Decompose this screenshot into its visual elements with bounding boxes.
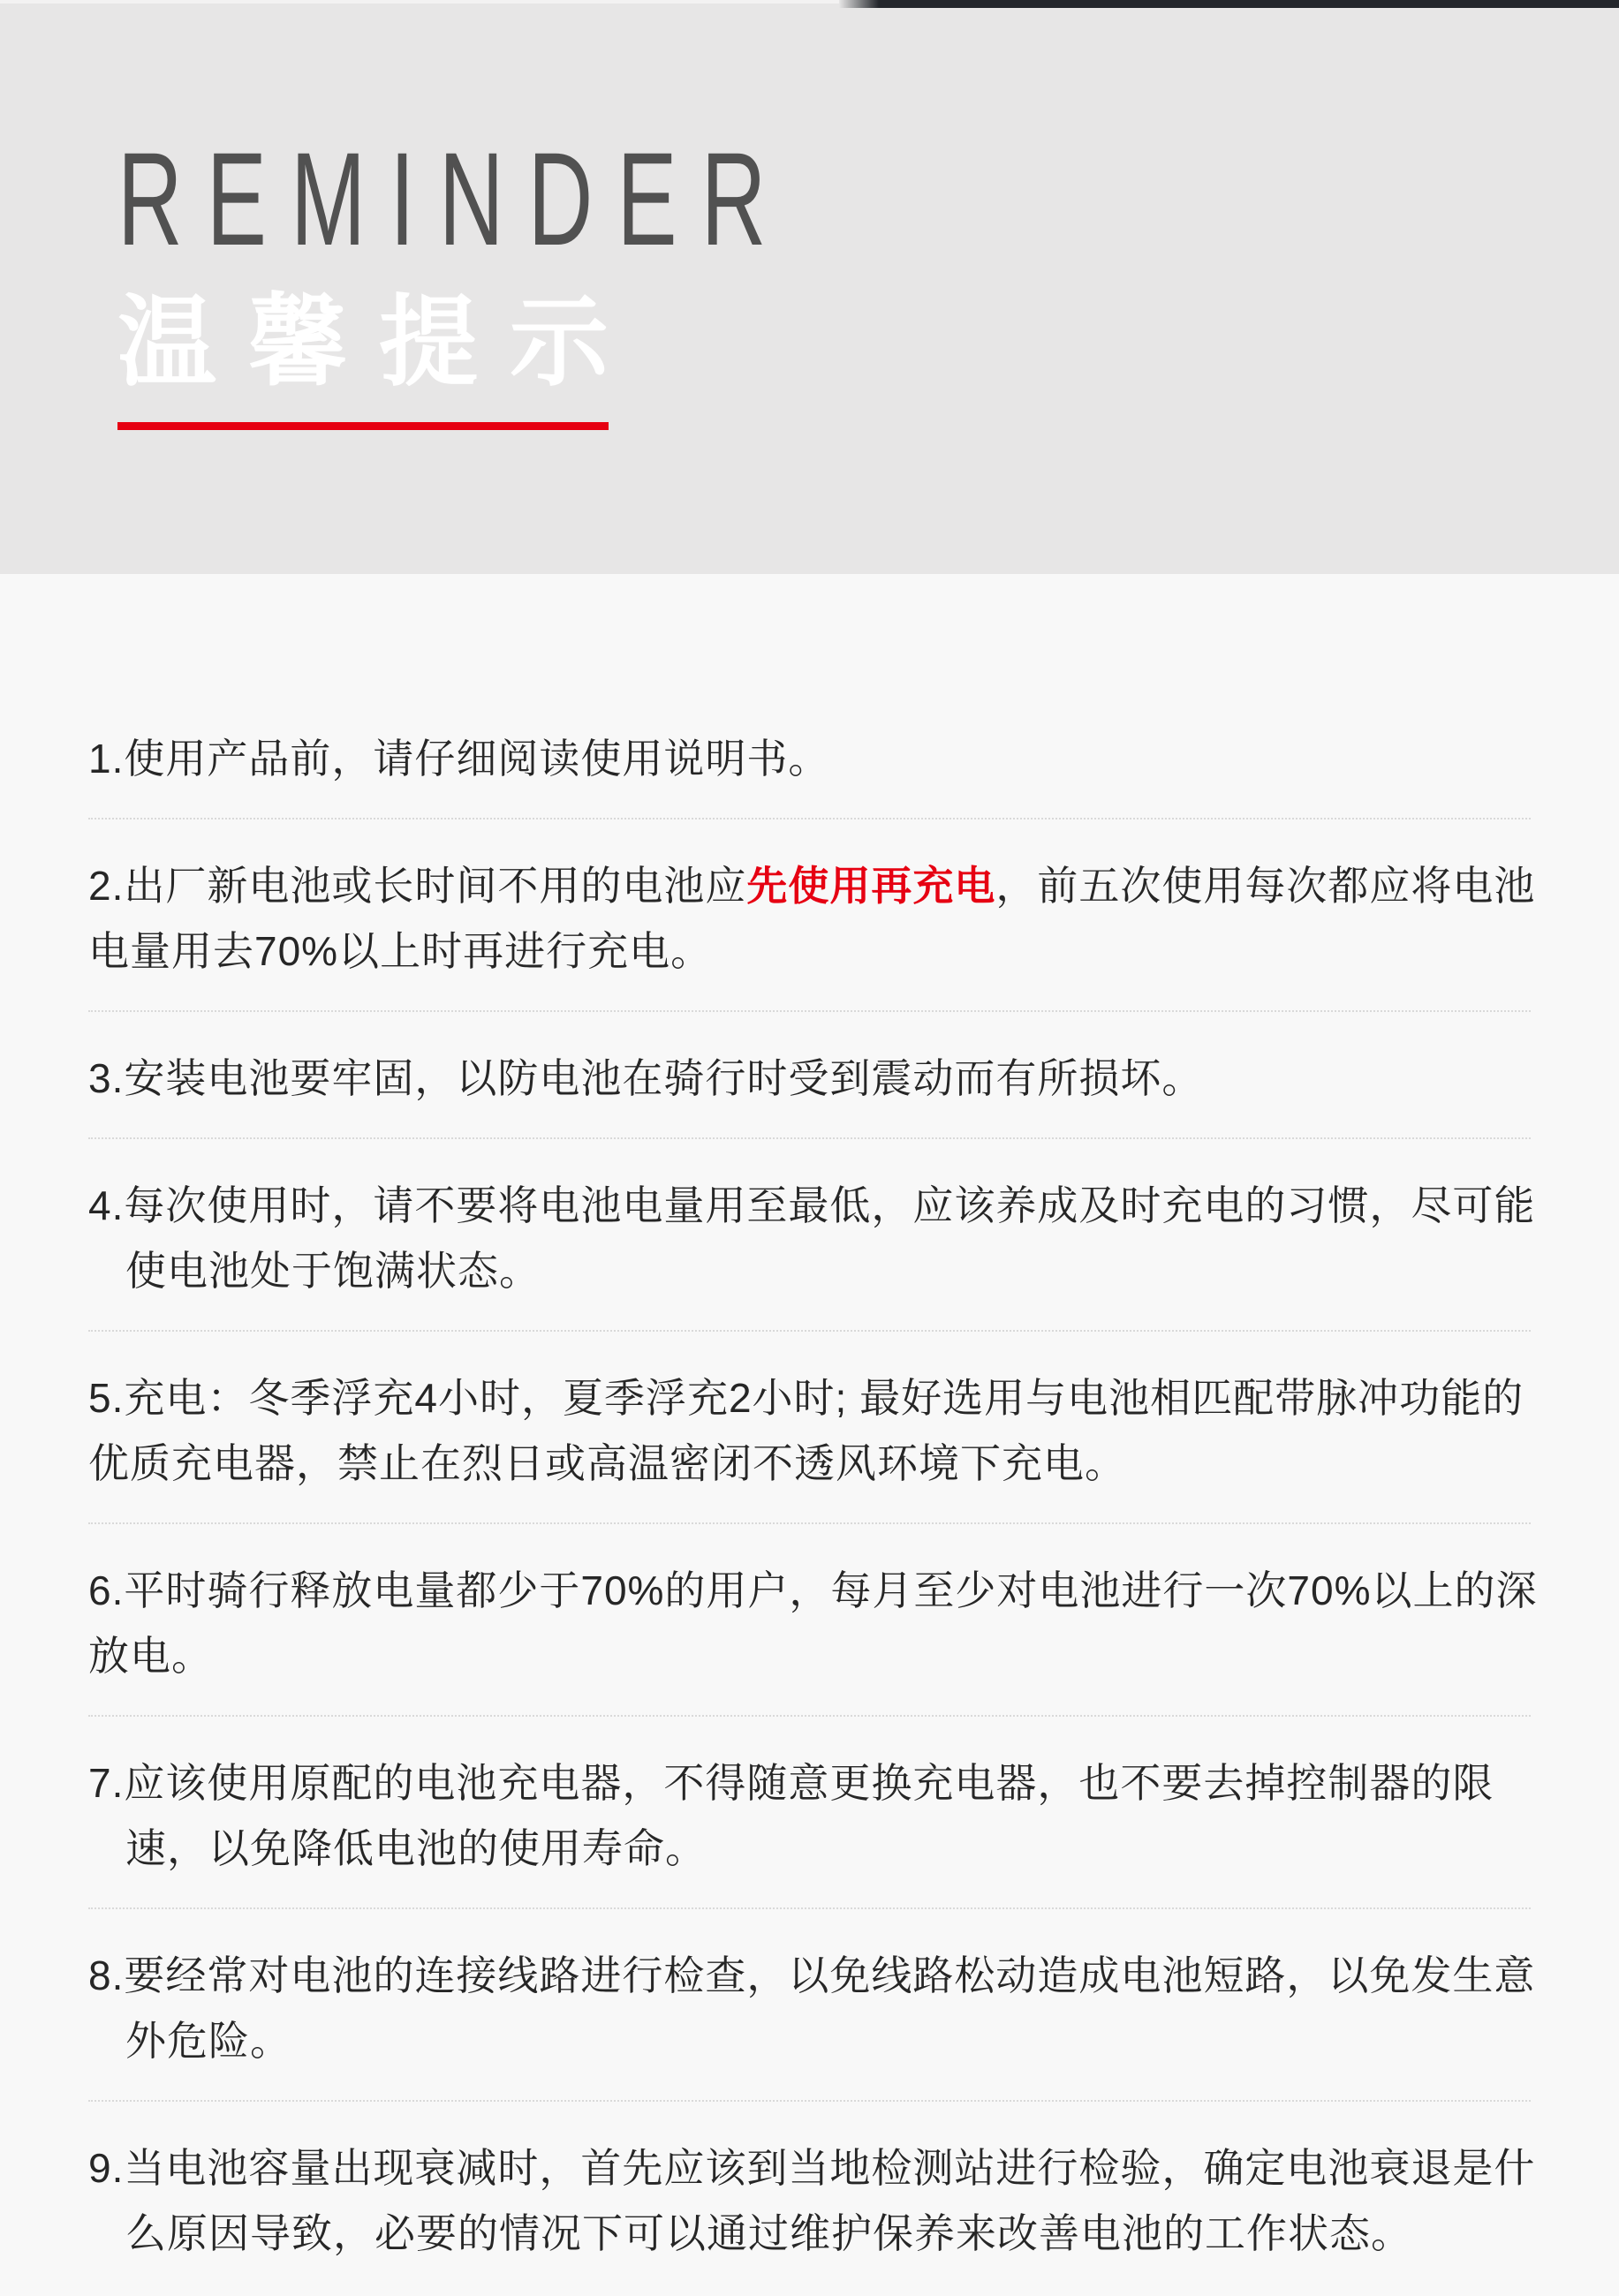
reminder-item-6 bbox=[88, 1558, 1538, 1688]
reminder-item-7 bbox=[88, 1750, 1531, 1881]
header-title-chinese: 温馨提示 bbox=[117, 287, 640, 397]
reminder-item-1 bbox=[88, 726, 1531, 791]
dotted-divider bbox=[88, 1715, 1531, 1717]
dotted-divider bbox=[88, 1522, 1531, 1524]
dotted-divider bbox=[88, 818, 1531, 819]
item-2-line-2: 电量用去70%以上时再进行充电。 bbox=[88, 928, 713, 974]
reminder-item-2 bbox=[88, 853, 1536, 984]
top-dark-bar bbox=[839, 0, 1619, 8]
item-5-line-2: 优质充电器，禁止在烈日或高温密闭不透风环境下充电。 bbox=[88, 1440, 1126, 1486]
item-8-line-2: 外危险。 bbox=[125, 2018, 291, 2064]
reminder-item-9 bbox=[88, 2135, 1536, 2266]
item-2-text-pre: 2.出厂新电池或长时间不用的电池应 bbox=[88, 863, 747, 909]
item-4-line-1: 4.每次使用时，请不要将电池电量用至最低，应该养成及时充电的习惯，尽可能 bbox=[88, 1182, 1536, 1228]
item-7-line-2: 速，以免降低电池的使用寿命。 bbox=[125, 1825, 707, 1871]
dotted-divider bbox=[88, 1010, 1531, 1012]
item-7-line-1: 7.应该使用原配的电池充电器，不得随意更换充电器，也不要去掉控制器的限 bbox=[88, 1760, 1494, 1806]
red-underline bbox=[117, 422, 609, 430]
dotted-divider bbox=[88, 1137, 1531, 1139]
item-9-line-1: 9.当电池容量出现衰减时，首先应该到当地检测站进行检验，确定电池衰退是什 bbox=[88, 2145, 1536, 2191]
dotted-divider bbox=[88, 2100, 1531, 2102]
item-5-line-1: 5.充电：冬季浮充4小时，夏季浮充2小时; 最好选用与电池相匹配带脉冲功能的 bbox=[88, 1375, 1524, 1421]
item-3-line-1: 3.安装电池要牢固，以防电池在骑行时受到震动而有所损坏。 bbox=[88, 1055, 1204, 1101]
dotted-divider bbox=[88, 1330, 1531, 1332]
item-2-line-1 bbox=[88, 853, 1536, 918]
reminder-header bbox=[0, 0, 1619, 574]
item-6-line-1: 6.平时骑行释放电量都少于70%的用户，每月至少对电池进行一次70%以上的深 bbox=[88, 1567, 1538, 1613]
item-8-line-1: 8.要经常对电池的连接线路进行检查，以免线路松动造成电池短路，以免发生意 bbox=[88, 1952, 1536, 1998]
item-4-line-2: 使电池处于饱满状态。 bbox=[125, 1248, 541, 1294]
dotted-divider bbox=[88, 1907, 1531, 1909]
item-9-line-2: 么原因导致，必要的情况下可以通过维护保养来改善电池的工作状态。 bbox=[125, 2210, 1412, 2256]
reminder-item-8 bbox=[88, 1943, 1536, 2073]
item-2-text-post: ，前五次使用每次都应将电池 bbox=[995, 863, 1536, 909]
item-6-line-2: 放电。 bbox=[88, 1633, 213, 1679]
reminder-item-3 bbox=[88, 1046, 1531, 1111]
header-title-english: REMINDER bbox=[117, 125, 791, 273]
item-1-line-1: 1.使用产品前，请仔细阅读使用说明书。 bbox=[88, 736, 830, 782]
item-2-highlight-red: 先使用再充电 bbox=[746, 863, 996, 909]
top-light-strip bbox=[0, 0, 839, 4]
reminder-item-5 bbox=[88, 1365, 1531, 1496]
reminder-list bbox=[0, 574, 1619, 2266]
reminder-item-4 bbox=[88, 1173, 1536, 1303]
